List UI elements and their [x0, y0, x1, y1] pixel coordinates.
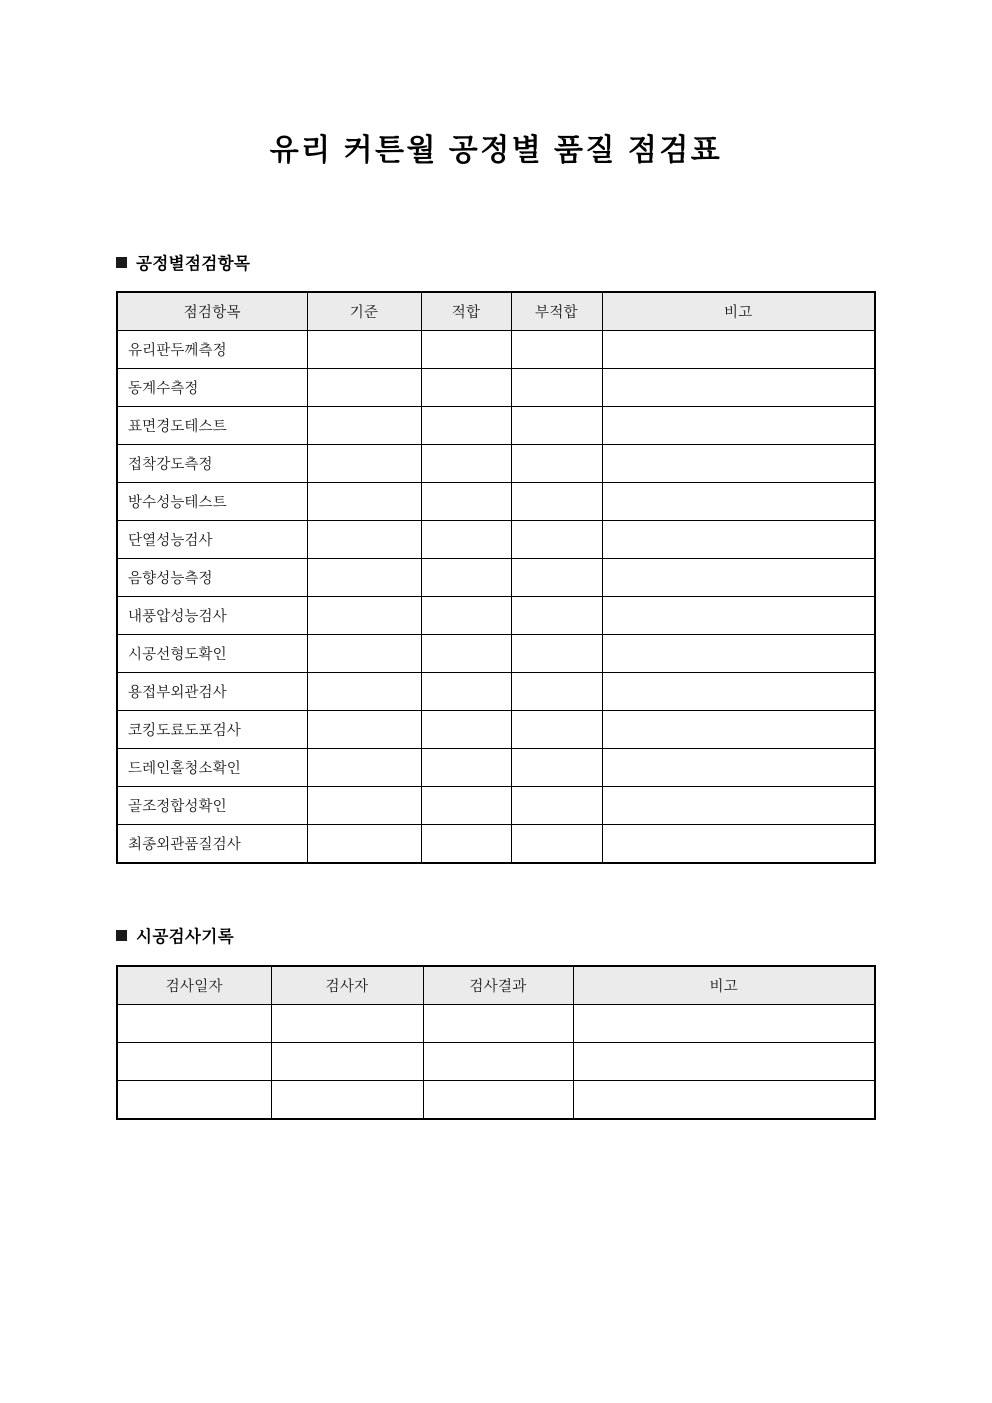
cell-fail[interactable] — [511, 597, 602, 635]
cell-item: 단열성능검사 — [117, 521, 307, 559]
cell-note[interactable] — [602, 369, 875, 407]
table-row — [117, 787, 875, 825]
table-row — [117, 483, 875, 521]
cell-pass[interactable] — [421, 673, 511, 711]
cell-fail[interactable] — [511, 521, 602, 559]
cell-standard[interactable] — [307, 711, 421, 749]
table-row — [117, 711, 875, 749]
cell-fail[interactable] — [511, 369, 602, 407]
cell-note[interactable] — [602, 825, 875, 864]
cell-pass[interactable] — [421, 521, 511, 559]
column-header-pass: 적합 — [421, 292, 511, 331]
cell-pass[interactable] — [421, 787, 511, 825]
table-header-row — [117, 966, 875, 1005]
cell-pass[interactable] — [421, 331, 511, 369]
cell-inspection-date[interactable] — [117, 1081, 271, 1120]
cell-fail[interactable] — [511, 445, 602, 483]
cell-inspection-date[interactable] — [117, 1043, 271, 1081]
cell-item: 방수성능테스트 — [117, 483, 307, 521]
cell-standard[interactable] — [307, 521, 421, 559]
section-heading-label: 공정별점검항목 — [136, 255, 251, 273]
cell-item: 접착강도측정 — [117, 445, 307, 483]
cell-fail[interactable] — [511, 483, 602, 521]
column-header-standard: 기준 — [307, 292, 421, 331]
cell-fail[interactable] — [511, 635, 602, 673]
cell-note[interactable] — [602, 407, 875, 445]
table-row — [117, 1005, 875, 1043]
cell-inspection-date[interactable] — [117, 1005, 271, 1043]
cell-item: 표면경도테스트 — [117, 407, 307, 445]
cell-item: 드레인홀청소확인 — [117, 749, 307, 787]
cell-item: 유리판두께측정 — [117, 331, 307, 369]
cell-fail[interactable] — [511, 559, 602, 597]
cell-note[interactable] — [602, 445, 875, 483]
table-row — [117, 369, 875, 407]
column-header-inspection-date: 검사일자 — [117, 966, 271, 1005]
cell-fail[interactable] — [511, 825, 602, 864]
cell-standard[interactable] — [307, 749, 421, 787]
table-row — [117, 407, 875, 445]
table-row — [117, 673, 875, 711]
cell-note[interactable] — [602, 331, 875, 369]
column-header-item: 점검항목 — [117, 292, 307, 331]
table-row — [117, 597, 875, 635]
column-header-note: 비고 — [602, 292, 875, 331]
column-header-inspection-result: 검사결과 — [423, 966, 573, 1005]
cell-fail[interactable] — [511, 711, 602, 749]
table-row — [117, 445, 875, 483]
cell-pass[interactable] — [421, 445, 511, 483]
inspection-record-table — [116, 965, 876, 1120]
column-header-fail: 부적합 — [511, 292, 602, 331]
table-header-row — [117, 292, 875, 331]
cell-standard[interactable] — [307, 597, 421, 635]
cell-inspector[interactable] — [271, 1005, 423, 1043]
table-row — [117, 1081, 875, 1120]
page-title: 유리 커튼월 공정별 품질 점검표 — [269, 134, 723, 167]
table-row — [117, 1043, 875, 1081]
cell-pass[interactable] — [421, 749, 511, 787]
table-row — [117, 635, 875, 673]
cell-item: 음향성능측정 — [117, 559, 307, 597]
cell-item: 동계수측정 — [117, 369, 307, 407]
cell-fail[interactable] — [511, 787, 602, 825]
cell-item: 내풍압성능검사 — [117, 597, 307, 635]
cell-item: 최종외관품질검사 — [117, 825, 307, 864]
cell-note[interactable] — [602, 635, 875, 673]
column-header-note: 비고 — [573, 966, 875, 1005]
square-bullet-icon — [116, 930, 127, 941]
section-heading-process-items — [116, 250, 250, 274]
cell-fail[interactable] — [511, 331, 602, 369]
column-header-inspector: 검사자 — [271, 966, 423, 1005]
process-check-table — [116, 291, 876, 864]
table-row — [117, 521, 875, 559]
table-row — [117, 559, 875, 597]
cell-fail[interactable] — [511, 673, 602, 711]
cell-item: 코킹도료도포검사 — [117, 711, 307, 749]
cell-standard[interactable] — [307, 407, 421, 445]
cell-note[interactable] — [602, 483, 875, 521]
cell-standard[interactable] — [307, 369, 421, 407]
cell-note[interactable] — [602, 559, 875, 597]
cell-standard[interactable] — [307, 635, 421, 673]
table-row — [117, 749, 875, 787]
table-row — [117, 825, 875, 864]
cell-inspection-result[interactable] — [423, 1005, 573, 1043]
cell-item: 용접부외관검사 — [117, 673, 307, 711]
cell-item: 골조정합성확인 — [117, 787, 307, 825]
cell-standard[interactable] — [307, 825, 421, 864]
cell-note[interactable] — [602, 673, 875, 711]
section-heading-label: 시공검사기록 — [136, 928, 235, 946]
cell-note[interactable] — [573, 1043, 875, 1081]
cell-item: 시공선형도확인 — [117, 635, 307, 673]
cell-note[interactable] — [602, 749, 875, 787]
cell-note[interactable] — [573, 1005, 875, 1043]
cell-pass[interactable] — [421, 369, 511, 407]
cell-note[interactable] — [602, 787, 875, 825]
cell-pass[interactable] — [421, 711, 511, 749]
cell-standard[interactable] — [307, 445, 421, 483]
cell-pass[interactable] — [421, 825, 511, 864]
square-bullet-icon — [116, 257, 127, 268]
cell-pass[interactable] — [421, 407, 511, 445]
cell-pass[interactable] — [421, 559, 511, 597]
cell-fail[interactable] — [511, 407, 602, 445]
cell-standard[interactable] — [307, 483, 421, 521]
cell-note[interactable] — [602, 597, 875, 635]
cell-pass[interactable] — [421, 635, 511, 673]
cell-note[interactable] — [573, 1081, 875, 1120]
section-heading-inspection-record — [116, 923, 234, 947]
cell-inspector[interactable] — [271, 1043, 423, 1081]
cell-note[interactable] — [602, 521, 875, 559]
table-row — [117, 331, 875, 369]
cell-pass[interactable] — [421, 483, 511, 521]
cell-standard[interactable] — [307, 787, 421, 825]
cell-pass[interactable] — [421, 597, 511, 635]
cell-standard[interactable] — [307, 673, 421, 711]
cell-fail[interactable] — [511, 749, 602, 787]
cell-standard[interactable] — [307, 331, 421, 369]
cell-inspection-result[interactable] — [423, 1081, 573, 1120]
cell-note[interactable] — [602, 711, 875, 749]
cell-inspection-result[interactable] — [423, 1043, 573, 1081]
cell-inspector[interactable] — [271, 1081, 423, 1120]
cell-standard[interactable] — [307, 559, 421, 597]
